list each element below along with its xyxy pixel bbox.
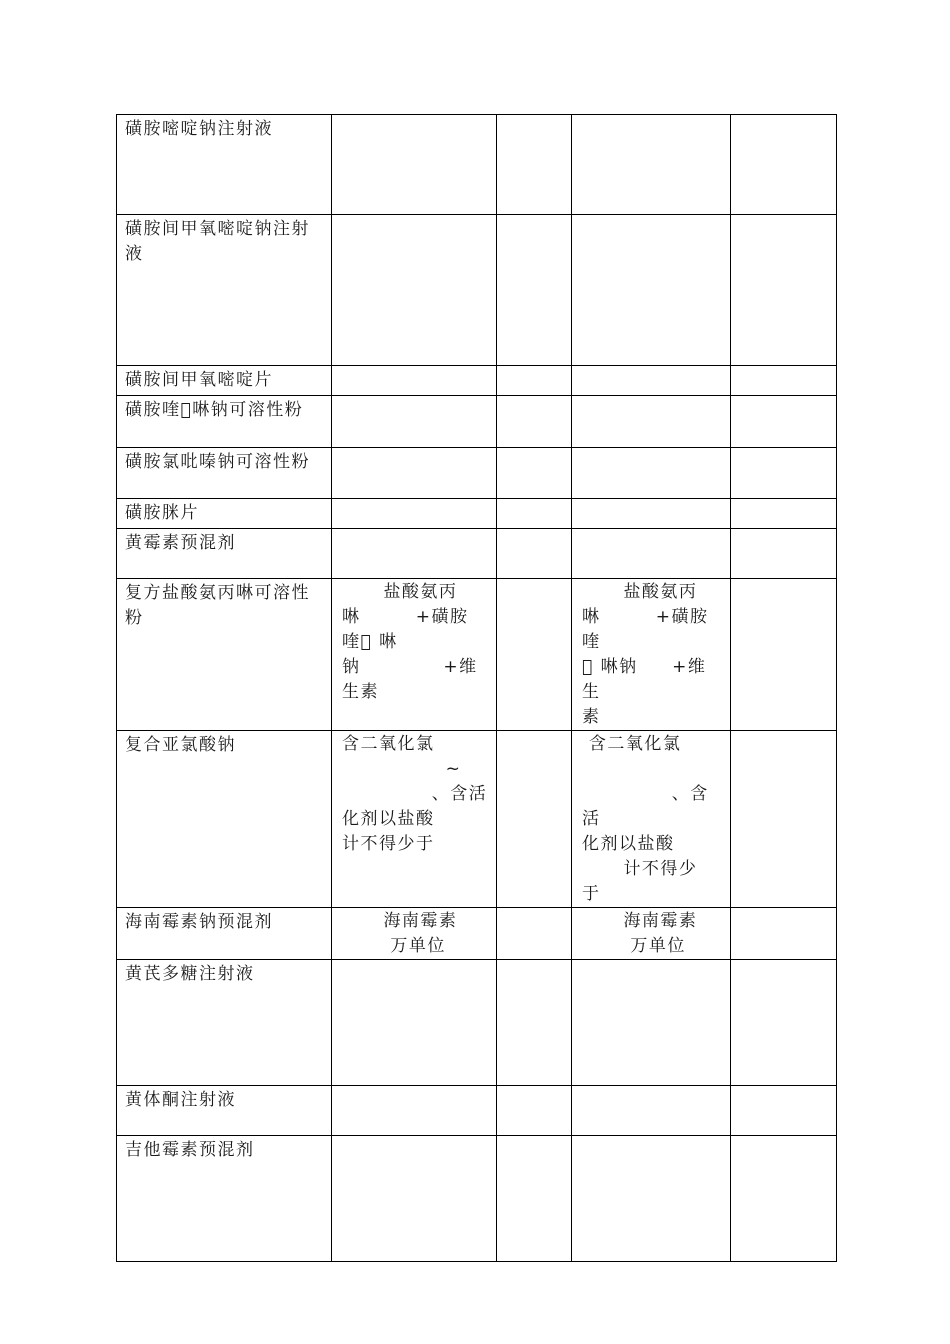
- empty-cell: [497, 366, 572, 396]
- table-row: [117, 115, 837, 215]
- spec-cell-2: [572, 499, 731, 529]
- empty-cell: [731, 1086, 837, 1136]
- drug-name-cell: 黄霉素预混剂: [117, 529, 332, 579]
- drug-name-cell: 磺胺氯吡嗪钠可溶性粉: [117, 448, 332, 499]
- empty-cell: [497, 115, 572, 215]
- spec-cell-1: [332, 215, 497, 366]
- spec-cell-2: [572, 396, 731, 448]
- table-row: [117, 215, 837, 366]
- spec-cell-2: [572, 366, 731, 396]
- table-row: [117, 960, 837, 1086]
- empty-cell: [731, 908, 837, 960]
- drug-name-cell: 复方盐酸氨丙啉可溶性粉: [117, 579, 332, 731]
- empty-cell: [731, 499, 837, 529]
- table-row: [117, 529, 837, 579]
- table-row: [117, 448, 837, 499]
- table-row: [117, 366, 837, 396]
- empty-cell: [731, 396, 837, 448]
- empty-cell: [497, 215, 572, 366]
- empty-cell: [497, 396, 572, 448]
- drug-name-cell: 黄芪多糖注射液: [117, 960, 332, 1086]
- spec-cell-2: 海南霉素 万单位: [572, 908, 731, 960]
- spec-cell-1: [332, 529, 497, 579]
- empty-cell: [731, 1136, 837, 1262]
- spec-cell-1: [332, 499, 497, 529]
- spec-cell-2: 含二氧化氯 、含活 化剂以盐酸 计不得少 于: [572, 731, 731, 908]
- empty-cell: [731, 115, 837, 215]
- empty-cell: [731, 960, 837, 1086]
- table-row: [117, 579, 837, 731]
- empty-cell: [497, 908, 572, 960]
- spec-cell-2: [572, 115, 731, 215]
- drug-name-cell: 磺胺间甲氧嘧啶钠注射液: [117, 215, 332, 366]
- table-row: [117, 731, 837, 908]
- drug-name-cell: 磺胺嘧啶钠注射液: [117, 115, 332, 215]
- empty-cell: [497, 960, 572, 1086]
- drug-name-cell: 磺胺间甲氧嘧啶片: [117, 366, 332, 396]
- empty-cell: [731, 529, 837, 579]
- table-row: [117, 499, 837, 529]
- empty-cell: [497, 499, 572, 529]
- table-row: [117, 396, 837, 448]
- empty-cell: [731, 366, 837, 396]
- empty-cell: [731, 579, 837, 731]
- spec-cell-1: 盐酸氨丙 啉 +磺胺 喹  啉 钠 +维 生素: [332, 579, 497, 731]
- empty-cell: [731, 215, 837, 366]
- drug-name-cell: 磺胺脒片: [117, 499, 332, 529]
- spec-cell-1: 海南霉素 万单位: [332, 908, 497, 960]
- spec-cell-2: [572, 1136, 731, 1262]
- drug-name-cell: 吉他霉素预混剂: [117, 1136, 332, 1262]
- empty-cell: [497, 1086, 572, 1136]
- drug-name-cell: 复合亚氯酸钠: [117, 731, 332, 908]
- spec-cell-2: [572, 215, 731, 366]
- drug-name-cell: 磺胺喹 啉钠可溶性粉: [117, 396, 332, 448]
- spec-cell-1: [332, 396, 497, 448]
- spec-cell-2: [572, 1086, 731, 1136]
- spec-cell-2: 盐酸氨丙 啉 +磺胺喹   啉钠 +维生 素: [572, 579, 731, 731]
- empty-cell: [731, 731, 837, 908]
- drug-table: [116, 114, 837, 1262]
- spec-cell-1: [332, 366, 497, 396]
- empty-cell: [497, 731, 572, 908]
- empty-cell: [497, 529, 572, 579]
- drug-name-cell: 黄体酮注射液: [117, 1086, 332, 1136]
- spec-cell-1: [332, 1086, 497, 1136]
- table-row: [117, 1086, 837, 1136]
- spec-cell-1: 含二氧化氯 ~ 、含活 化剂以盐酸 计不得少于: [332, 731, 497, 908]
- table-row: [117, 1136, 837, 1262]
- spec-cell-1: [332, 115, 497, 215]
- spec-cell-1: [332, 448, 497, 499]
- empty-cell: [497, 1136, 572, 1262]
- empty-cell: [731, 448, 837, 499]
- spec-cell-2: [572, 960, 731, 1086]
- spec-cell-2: [572, 448, 731, 499]
- drug-name-cell: 海南霉素钠预混剂: [117, 908, 332, 960]
- table-row: [117, 908, 837, 960]
- spec-cell-2: [572, 529, 731, 579]
- empty-cell: [497, 448, 572, 499]
- empty-cell: [497, 579, 572, 731]
- spec-cell-1: [332, 960, 497, 1086]
- spec-cell-1: [332, 1136, 497, 1262]
